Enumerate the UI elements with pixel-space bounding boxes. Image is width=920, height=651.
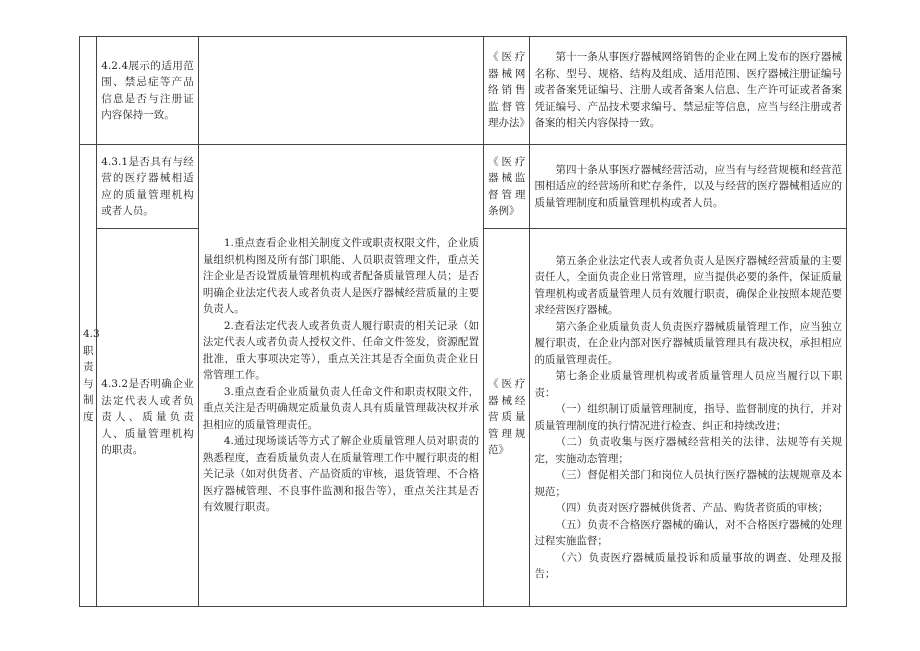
item-cell: 4.2.4展示的适用范围、禁忌症等产品信息是否与注册证内容保持一致。 [97, 37, 199, 145]
clause-text: （六）负责医疗器械质量投诉和质量事故的调查、处理及报告； [534, 551, 842, 580]
method-cell [198, 145, 483, 607]
clause-text: （五）负责不合格医疗器械的确认，对不合格医疗器械的处理过程实施监督； [534, 518, 842, 547]
clause-text: （二）负责收集与医疗器械经营相关的法律、法规等有关规定，实施动态管理； [534, 436, 842, 465]
clause-cell [530, 37, 847, 145]
clause-text: 第四十条从事医疗器械经营活动，应当有与经营规模和经营范围相适应的经营场所和贮存条件，以及与经营的医疗器械相适应的质量管理制度和质量管理机构或者人员。 [534, 163, 842, 209]
item-cell: 4.3.1是否具有与经营的医疗器械相适应的质量管理机构或者人员。 [97, 145, 199, 229]
section-cell: 4.3职责与制度 [80, 145, 97, 607]
law-cell: 《医疗器械网络销售监督管理办法》 [484, 37, 530, 145]
method-step: 1.重点查看企业相关制度文件或职责权限文件，企业质量组织机构图及所有部门职能、人员职责管理文件，重点关注企业是否设置质量管理机构或者配备质量管理人员；是否明确企业法定代表人或者负责人是医疗器械经营质量的主要负责人。 [202, 237, 479, 316]
clause-text: 第五条企业法定代表人或者负责人是医疗器械经营质量的主要责任人，全面负责企业日常管理，应当提供必要的条件，保证质量管理机构或者质量管理人员有效履行职责，确保企业按照本规范要求经营医疗器械。 [534, 254, 842, 316]
table-row [80, 37, 847, 145]
table-row [80, 145, 847, 229]
clause-text: （四）负责对医疗器械供货者、产品、购货者资质的审核； [555, 502, 829, 514]
clause-text: （三）督促相关部门和岗位人员执行医疗器械的法规规章及本规范； [534, 469, 842, 498]
clause-text: 第十一条从事医疗器械网络销售的企业在网上发布的医疗器械名称、型号、规格、结构及组成、适用范围、医疗器械注册证编号或者备案凭证编号、注册人或者备案人信息、生产许可证或者备案凭证编号、产品技术要求编号、禁忌症等信息，应当与经注册或者备案的相关内容保持一致。 [534, 51, 842, 130]
item-cell: 4.3.2是否明确企业法定代表人或者负责人、质量负责人、质量管理机构的职责。 [97, 229, 199, 607]
law-cell: 《医疗器械监督管理条例》 [484, 145, 530, 229]
method-cell [198, 37, 483, 145]
regulation-table [79, 36, 847, 607]
method-step: 3.重点查看企业质量负责人任命文件和职责权限文件，重点关注是否明确规定质量负责人具有质量管理裁决权并承担相应的质量管理责任。 [202, 385, 479, 431]
section-cell [80, 37, 97, 145]
law-cell: 《医疗器械经营质量管理规范》 [484, 229, 530, 607]
clause-cell [530, 145, 847, 229]
clause-text: 第七条企业质量管理机构或者质量管理人员应当履行以下职责： [534, 370, 842, 399]
clause-text: 第六条企业质量负责人负责医疗器械质量管理工作，应当独立履行职责，在企业内部对医疗器械质量管理具有裁决权，承担相应的质量管理责任。 [534, 320, 842, 366]
clause-text: （一）组织制订质量管理制度，指导、监督制度的执行，并对质量管理制度的执行情况进行检查、纠正和持续改进； [534, 403, 842, 432]
method-step: 2.查看法定代表人或者负责人履行职责的相关记录（如法定代表人或者负责人授权文件、任命文件签发，资源配置批准，重大事项决定等），重点关注其是否全面负责企业日常管理工作。 [202, 319, 479, 382]
clause-cell [530, 229, 847, 607]
method-step: 4.通过现场谈话等方式了解企业质量管理人员对职责的熟悉程度，查看质量负责人在质量管理工作中履行职责的相关记录（如对供货者、产品资质的审核，退货管理、不合格医疗器械管理、不良事件监测和报告等），重点关注其是否有效履行职责。 [202, 435, 479, 514]
